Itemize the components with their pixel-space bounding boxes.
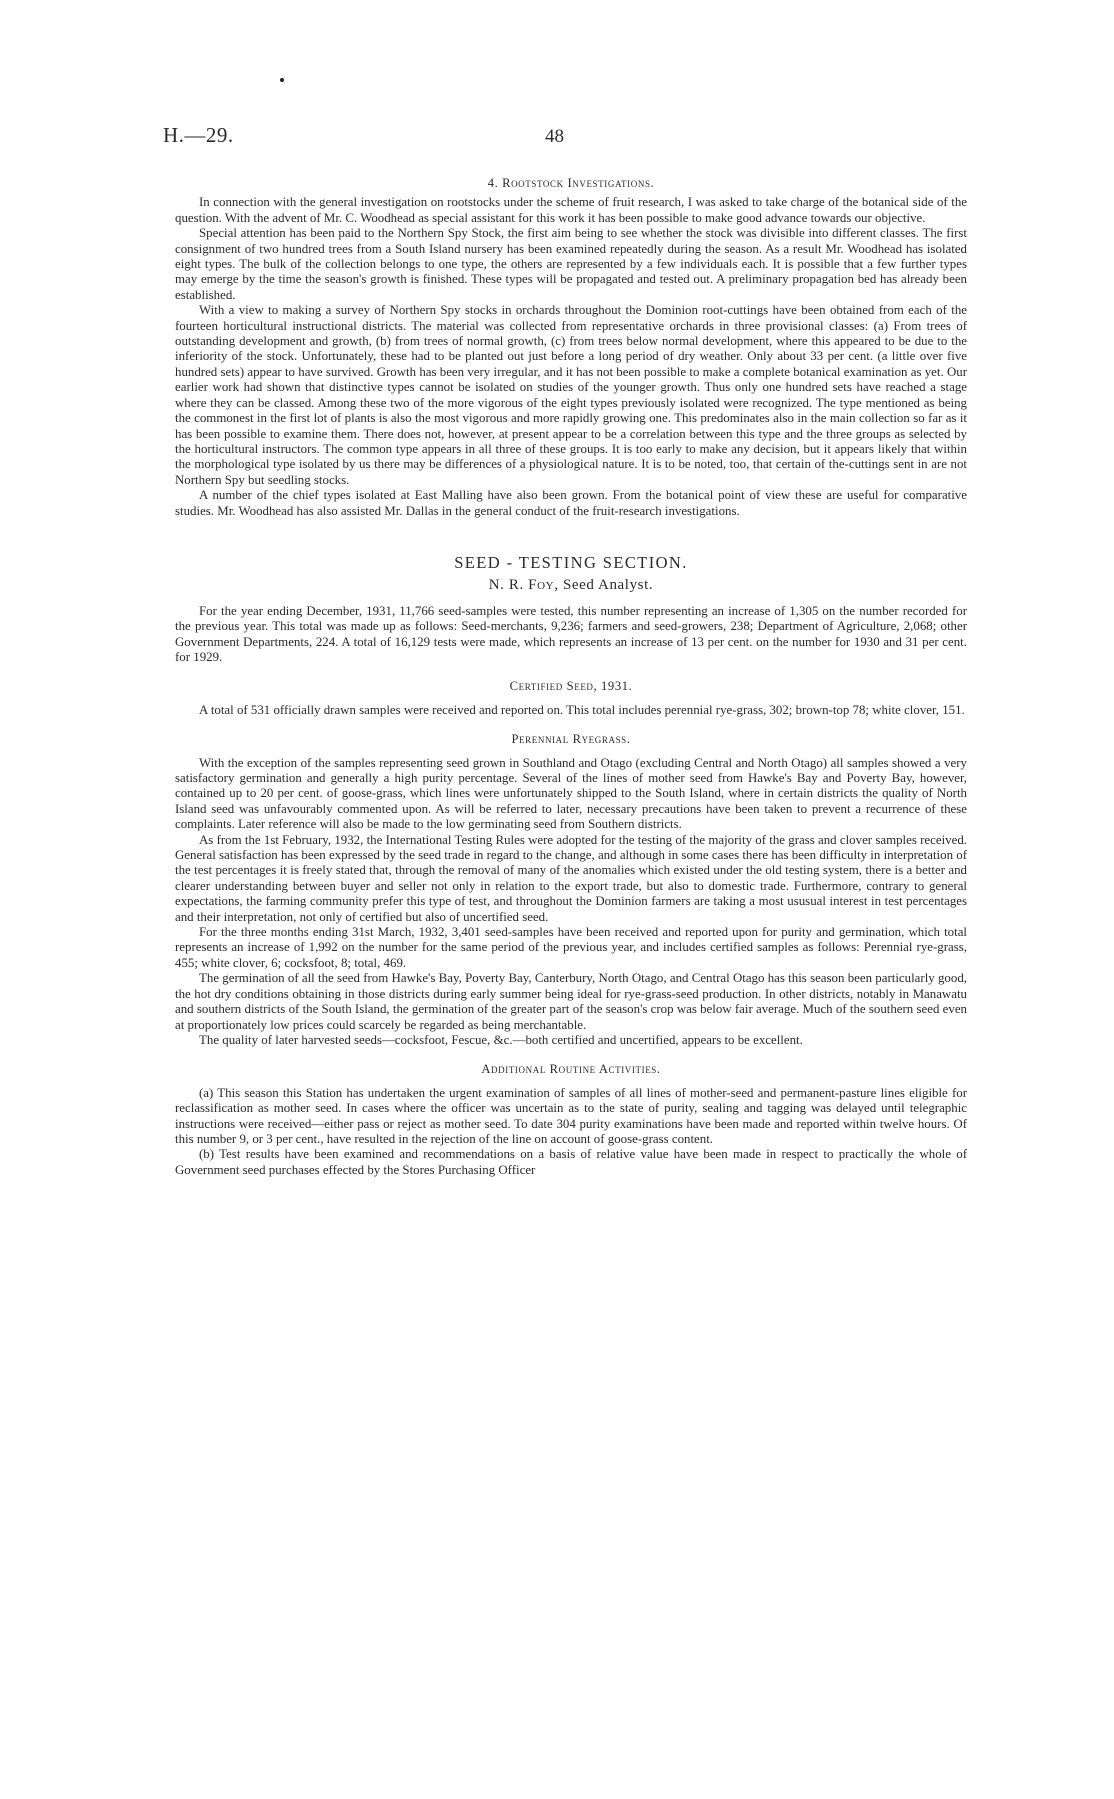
- certified-seed-heading: Certified Seed, 1931.: [509, 679, 633, 694]
- additional-paragraph-2: (b) Test results have been examined and recommendations on a basis of relative value have been made in respect to practically the whole of Government seed purchases effected by the Stores Purchasing Officer: [175, 1147, 967, 1177]
- ink-dot: [280, 78, 284, 82]
- additional-activities-heading: Additional Routine Activities.: [481, 1062, 661, 1077]
- perennial-paragraph-4: The germination of all the seed from Hawke's Bay, Poverty Bay, Canterbury, North Otago, and Central Otago has this season been particularly good, the hot dry conditions obtaining in those districts during early summer being ideal for rye-grass-seed production. In other districts, notably in Manawatu and southern districts of the South Island, the germination of the greater part of the season's crop was below fair average. Much of the southern seed even at proportionately low prices could scarcely be regarded as being merchantable.: [175, 971, 967, 1032]
- analyst-name: N. R. Foy,: [488, 577, 559, 594]
- perennial-paragraph-1: With the exception of the samples representing seed grown in Southland and Otago (excluding Central and North Otago) all samples showed a very satisfactory germination and generally a high purity percentage. Several of the lines of mother seed from Hawke's Bay and Poverty Bay, however, contained up to 20 per cent. of goose-grass, which lines were unfortunately shipped to the South Island, where in certain districts the quality of North Island seed was unfavourably commented upon. As will be referred to later, necessary precautions have been taken to prevent a recurrence of these complaints. Later reference will also be made to the low germinating seed from Southern districts.: [175, 755, 967, 832]
- rootstock-paragraph-1: In connection with the general investigation on rootstocks under the scheme of fruit research, I was asked to take charge of the botanical side of the question. With the advent of Mr. C. Woodhead as special assistant for this work it has been possible to make good advance towards our objective.: [175, 195, 967, 225]
- additional-paragraph-1: (a) This season this Station has undertaken the urgent examination of samples of all lines of mother-seed and permanent-pasture lines eligible for reclassification as mother seed. In cases where the officer was uncertain as to the state of purity, sealing and tagging was delayed until telegraphic instructions were received—either pass or reject as mother seed. To date 304 purity examinations have been made and reported within twelve hours. Of this number 9, or 3 per cent., have resulted in the rejection of the line on account of goose-grass content.: [175, 1085, 967, 1146]
- perennial-paragraph-5: The quality of later harvested seeds—cocksfoot, Fescue, &c.—both certified and uncertified, appears to be excellent.: [199, 1032, 803, 1047]
- page-number: 48: [545, 126, 564, 147]
- perennial-paragraph-3: For the three months ending 31st March, 1932, 3,401 seed-samples have been received and reported upon for purity and germination, which total represents an increase of 1,992 on the number for the same period of the previous year, and includes certified samples as follows: Perennial rye-grass, 455; white clover, 6; cocksfoot, 8; total, 469.: [175, 925, 967, 970]
- analyst-role: Seed Analyst.: [562, 577, 654, 594]
- rootstock-paragraph-3: With a view to making a survey of Northern Spy stocks in orchards throughout the Dominion root-cuttings have been obtained from each of the fourteen horticultural instructional districts. The material was collected from representative orchards in three provisional classes: (a) From trees of outstanding development and growth, (b) from trees of normal growth, (c) from trees below normal development, where this appeared to be due to the inferiority of the stock. Unfortunately, these had to be planted out just before a long period of dry weather. Only about 33 per cent. (a little over five hundred sets) appear to have survived. Growth has been very irregular, and it has not been possible to make a complete botanical examination as yet. Our earlier work had shown that distinctive types cannot be isolated on studies of the younger growth. Thus only one hundred sets have reached a stage where they can be classed. Among these two of the more vigorous of the eight types previously isolated were recognized. The type mentioned as being the commonest in the first lot of plants is also the most vigorous and more rapidly growing one. This predominates also in the main collection so far as it has been possible to examine them. There does not, however, at present appear to be a correlation between this type and the three groups as selected by the horticultural instructors. The common type appears in all three of these groups. It is too early to make any decision, but it appears likely that within the morphological type isolated by us there may be differences of a physiological nature. It is to be noted, too, that certain of the-cuttings sent in are not Northern Spy but seedling stocks.: [175, 303, 967, 487]
- report-code: H.—29.: [163, 123, 234, 147]
- rootstock-paragraph-2: Special attention has been paid to the Northern Spy Stock, the first aim being to see whether the stock was divisible into different classes. The first consignment of two hundred trees from a South Island nursery has been examined repeatedly during the season. As a result Mr. Woodhead has isolated eight types. The bulk of the collection belongs to one type, the others are represented by a few individuals each. It is possible that a few further types may emerge by the time the season's growth is finished. These types will be propagated and tested out. A preliminary propagation bed has already been established.: [175, 226, 967, 302]
- seed-analyst-byline: [175, 578, 967, 593]
- perennial-ryegrass-heading: Perennial Ryegrass.: [511, 732, 631, 747]
- rootstock-paragraph-4: A number of the chief types isolated at East Malling have also been grown. From the botanical point of view these are useful for comparative studies. Mr. Woodhead has also assisted Mr. Dallas in the general conduct of the fruit-research investigations.: [175, 488, 967, 518]
- perennial-paragraph-2: As from the 1st February, 1932, the International Testing Rules were adopted for the testing of the majority of the grass and clover samples received. General satisfaction has been expressed by the seed trade in regard to the change, and although in some cases there has been difficulty in interpretation of the test percentages it is freely stated that, through the removal of many of the anomalies which existed under the old testing system, there is a better and clearer understanding between buyer and seller not only in relation to the export trade, but also to domestic trade. Furthermore, contrary to general expectations, the farming community prefer this type of test, and throughout the Dominion farmers are taking a most ususual interest in test percentages and their interpretation, not only of certified but also of uncertified seed.: [175, 832, 967, 924]
- rootstock-heading: 4. Rootstock Investigations.: [487, 176, 655, 190]
- seed-testing-paragraph-1: For the year ending December, 1931, 11,766 seed-samples were tested, this number representing an increase of 1,305 on the number recorded for the previous year. This total was made up as follows: Seed-merchants, 9,236; farmers and seed-growers, 238; Department of Agriculture, 2,068; other Government Departments, 224. A total of 16,129 tests were made, which represents an increase of 13 per cent. on the number for 1930 and 31 per cent. for 1929.: [175, 603, 967, 664]
- certified-seed-paragraph-1: A total of 531 officially drawn samples were received and reported on. This total includes perennial rye-grass, 302; brown-top 78; white clover, 151.: [199, 702, 965, 717]
- document-body: [175, 176, 967, 1178]
- seed-testing-title: SEED - TESTING SECTION.: [454, 552, 688, 572]
